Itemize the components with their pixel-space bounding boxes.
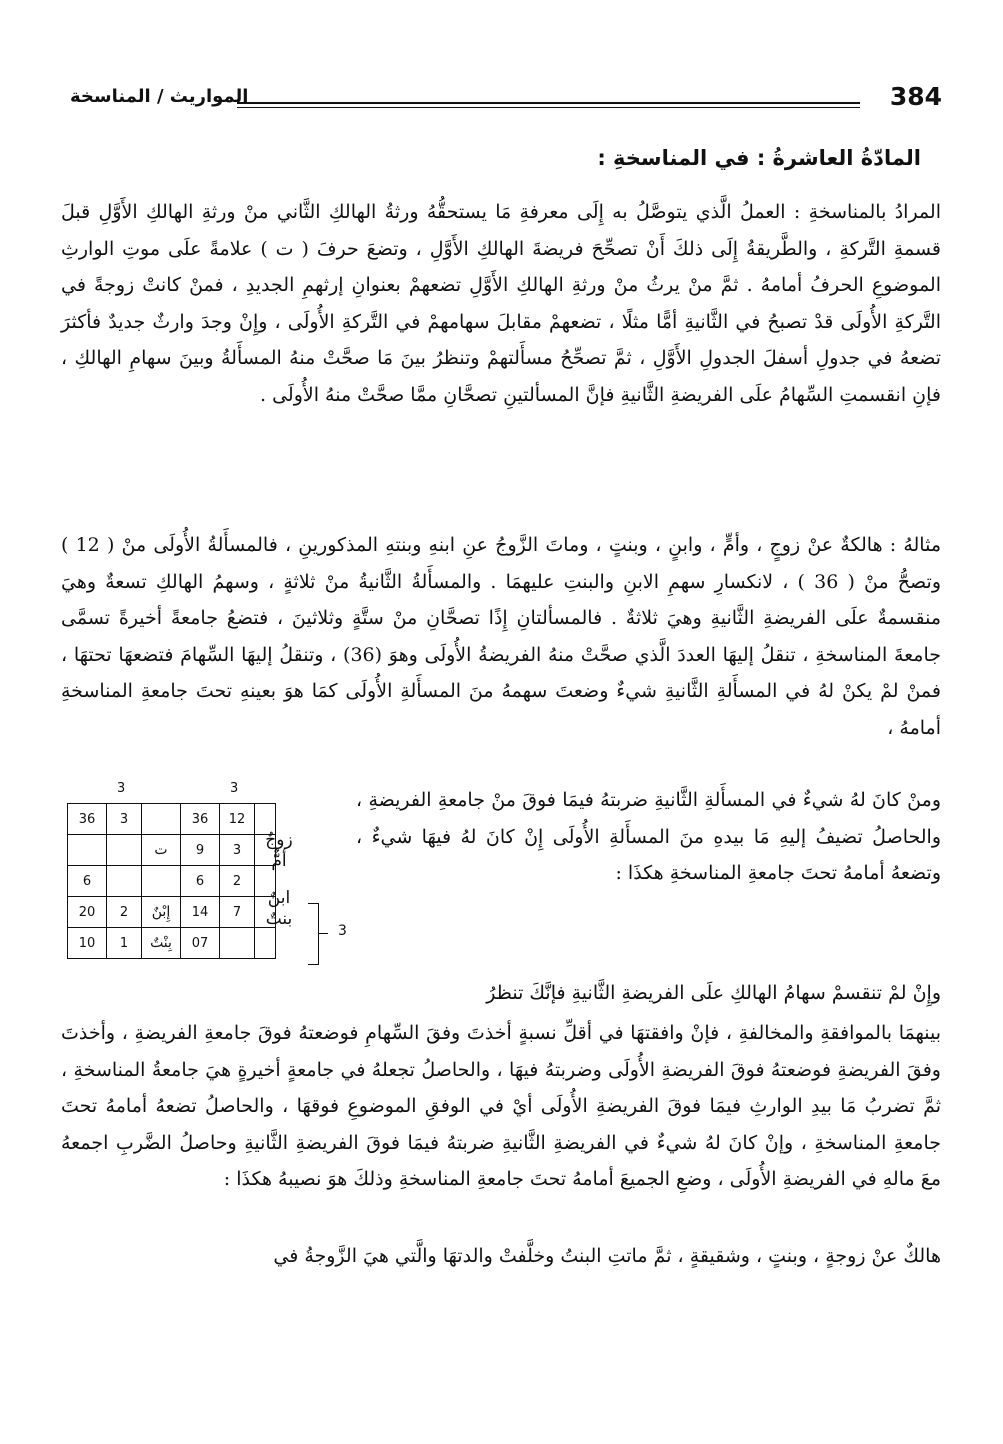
heir-label: بنتٌ (265, 909, 293, 929)
table-row (68, 866, 276, 897)
table-cell: 12 (220, 804, 255, 835)
table-cell: 7 (220, 897, 255, 928)
heir-label: زوجٌ (265, 830, 293, 850)
table-cell: 10 (68, 928, 107, 959)
top-multiplier-right: 3 (230, 781, 239, 796)
table-cell (107, 835, 142, 866)
table-cell (255, 928, 276, 959)
munasakha-table (67, 803, 276, 959)
table-cell: 3 (107, 804, 142, 835)
table-cell (220, 928, 255, 959)
table-cell: 6 (68, 866, 107, 897)
paragraph-method: ومنْ كانَ لهُ شيءٌ في المسأَلةِ الثَّانيةِ ضربتهُ فيمَا فوقَ منْ جامعةِ الفريضةِ ، والحاصلُ تضيفُ إليهِ مَا بيدهِ منَ المسأَلةِ الأُولَى إِنْ كانَ لهُ فيهَا شيءٌ ، وتضعهُ أمامهُ تحتَ جامعةِ المناسخةِ هكذَا : (356, 789, 941, 885)
paragraph-agreement: بينهمَا بالموافقةِ والمخالفةِ ، فإنْ وافقتهَا في أقلِّ نسبةٍ أخذتَ وفقَ السِّهامِ فوضعتهُ فوقَ جامعةِ الفريضةِ ، وأخذتَ وفقَ الفريضةِ فوضعتهُ فوقَ الفريضةِ الأُولَى وضربتهُ فيهَا ، والحاصلُ تجعلهُ في جامعةٍ أخيرةٍ هيَ جامعةُ المناسخةِ ، ثمَّ تضربُ مَا بيدِ الوارثِ فيمَا فوقَ الفريضةِ الأُولَى أيْ في الوفقِ الموضوعِ فوقهَا ، والحاصلُ تضعهُ أمامهُ تحتَ جامعةِ المناسخةِ ، وإنْ كانَ لهُ شيءٌ في الفريضةِ الثَّانيةِ ضربتهُ فيمَا فوقَ الفريضةِ الثَّانيةِ وحاصلُ الضَّربِ اجمعهُ معَ مالهِ في الفريضةِ الأُولَى ، وضعِ الجميعَ أمامهُ تحتَ جامعةِ المناسخةِ وذلكَ هوَ نصيبهُ هكذَا : (61, 1022, 942, 1191)
table-cell: 9 (181, 835, 220, 866)
table-cell: 36 (181, 804, 220, 835)
table-cell: 14 (181, 897, 220, 928)
page-number: 384 (889, 82, 942, 111)
table-cell: 36 (68, 804, 107, 835)
table-cell: 2 (107, 897, 142, 928)
paragraph-example: مثالهُ : هالكةٌ عنْ زوجٍ ، وأمٍّ ، وابنٍ ، وبنتٍ ، وماتَ الزَّوجُ عنِ ابنهِ وبنتهِ المذكورينِ ، فالمسأَلةُ الأُولَى منْ ( 12 ) وتصحُّ منْ ( 36 ) ، لانكسارِ سهمِ الابنِ والبنتِ عليهمَا . والمسأَلةُ الثَّانيةُ منْ ثلاثةٍ ، وسهمُ الهالكِ تسعةٌ وهيَ منقسمةٌ علَى الفريضةِ الثَّانيةِ وهيَ ثلاثةٌ . فالمسألتانِ إِذًا تصحَّانِ منْ ستَّةٍ وثلاثينَ ، فتضعُ جامعةً أخيرةً تسمَّى جامعةَ المناسخةِ ، تنقلُ إليهَا العددَ الَّذي صحَّتْ منهُ الفريضةُ الأُولَى وهوَ (36) ، وتنقلُ إليهَا السِّهامَ فتضعهَا تحتهَا ، فمنْ لمْ يكنْ لهُ في المسأَلةِ الثَّانيةِ شيءٌ وضعتَ سهمهُ منَ المسأَلةِ الأُولَى كمَا هوَ بعينهِ تحتَ جامعةِ المناسخةِ أمامهُ ، (61, 534, 942, 739)
table-cell: 1 (107, 928, 142, 959)
section-title: المادّةُ العاشرةُ : في المناسخةِ : (597, 146, 921, 170)
table-row (68, 928, 276, 959)
table-cell (107, 866, 142, 897)
heirs-column (254, 830, 304, 930)
table-cell: بِنْتٌ (142, 928, 181, 959)
table-cell: 07 (181, 928, 220, 959)
table-cell: ت (142, 835, 181, 866)
table-cell: 6 (181, 866, 220, 897)
heir-label: ابنٌ (267, 888, 291, 908)
header-rule-thin (237, 107, 860, 108)
table-cell: 3 (220, 835, 255, 866)
running-title: المواريث / المناسخة (70, 86, 249, 107)
header-rule (237, 102, 860, 104)
paragraph-non-division: وإِنْ لمْ تنقسمْ سهامُ الهالكِ علَى الفريضةِ الثَّانيةِ فإنَّكَ تنظرُ (486, 982, 941, 1004)
page-header (62, 80, 942, 120)
table-row (68, 804, 276, 835)
brace-tick (318, 933, 328, 934)
table-row (68, 835, 276, 866)
table-cell (142, 804, 181, 835)
table-cell: 2 (220, 866, 255, 897)
paragraph-definition: المرادُ بالمناسخةِ : العملُ الَّذي يتوصَّلُ به إِلَى معرفةِ مَا يستحقُّهُ ورثةُ الهالكِ الثَّاني منْ ورثةِ الهالكِ الأَوَّلِ قبلَ قسمةِ التَّركةِ ، والطَّريقةُ إِلَى ذلكَ أَنْ تصحِّحَ فريضةَ الهالكِ الأَوَّلِ ، وتضعَ حرفَ ( ت ) علامةً علَى موتِ الوارثِ الموضوعِ الحرفُ أمامهُ . ثمَّ منْ يرثُ منْ ورثةِ الهالكِ الأَوَّلِ تضعهمْ بعنوانِ إرثهمِ الجديدِ ، فمنْ كانتْ زوجةً في التَّركةِ الأُولَى قدْ تصبحُ في الثَّانيةِ أمًّا مثلًا ، تضعهمْ مقابلَ سهامهمْ في التَّركةِ الأُولَى ، وإِنْ وجدَ وارثٌ جديدٌ فأكثرَ تضعهُ في جدولِ أسفلَ الجدولِ الأَوَّلِ ، ثمَّ تصحِّحُ مسأَلتهمْ وتنظرُ بينَ مَا صحَّتْ منهُ المسأَلةُ وبينَ سهامِ الهالكِ ، فإنِ انقسمتِ السِّهامُ علَى الفريضةِ الثَّانيةِ فإنَّ المسألتينِ تصحَّانِ ممَّا صحَّتْ منهُ الأُولَى . (61, 201, 941, 406)
table-cell: 20 (68, 897, 107, 928)
brace-bracket (308, 903, 319, 965)
table-cell (68, 835, 107, 866)
table-cell: إِبْنٌ (142, 897, 181, 928)
munasakha-table-figure (62, 775, 372, 985)
brace-value: 3 (338, 923, 347, 939)
paragraph-second-example: هالكٌ عنْ زوجةٍ ، وبنتٍ ، وشقيقةٍ ، ثمَّ ماتتِ البنتُ وخلَّفتْ والدتهَا والَّتي هيَ الزَّوجةُ في (273, 1245, 941, 1267)
table-row (68, 897, 276, 928)
top-multiplier-left: 3 (117, 781, 126, 796)
heir-label: أمٌّ (271, 851, 287, 871)
table-cell (142, 866, 181, 897)
table-wrapper (67, 803, 276, 959)
